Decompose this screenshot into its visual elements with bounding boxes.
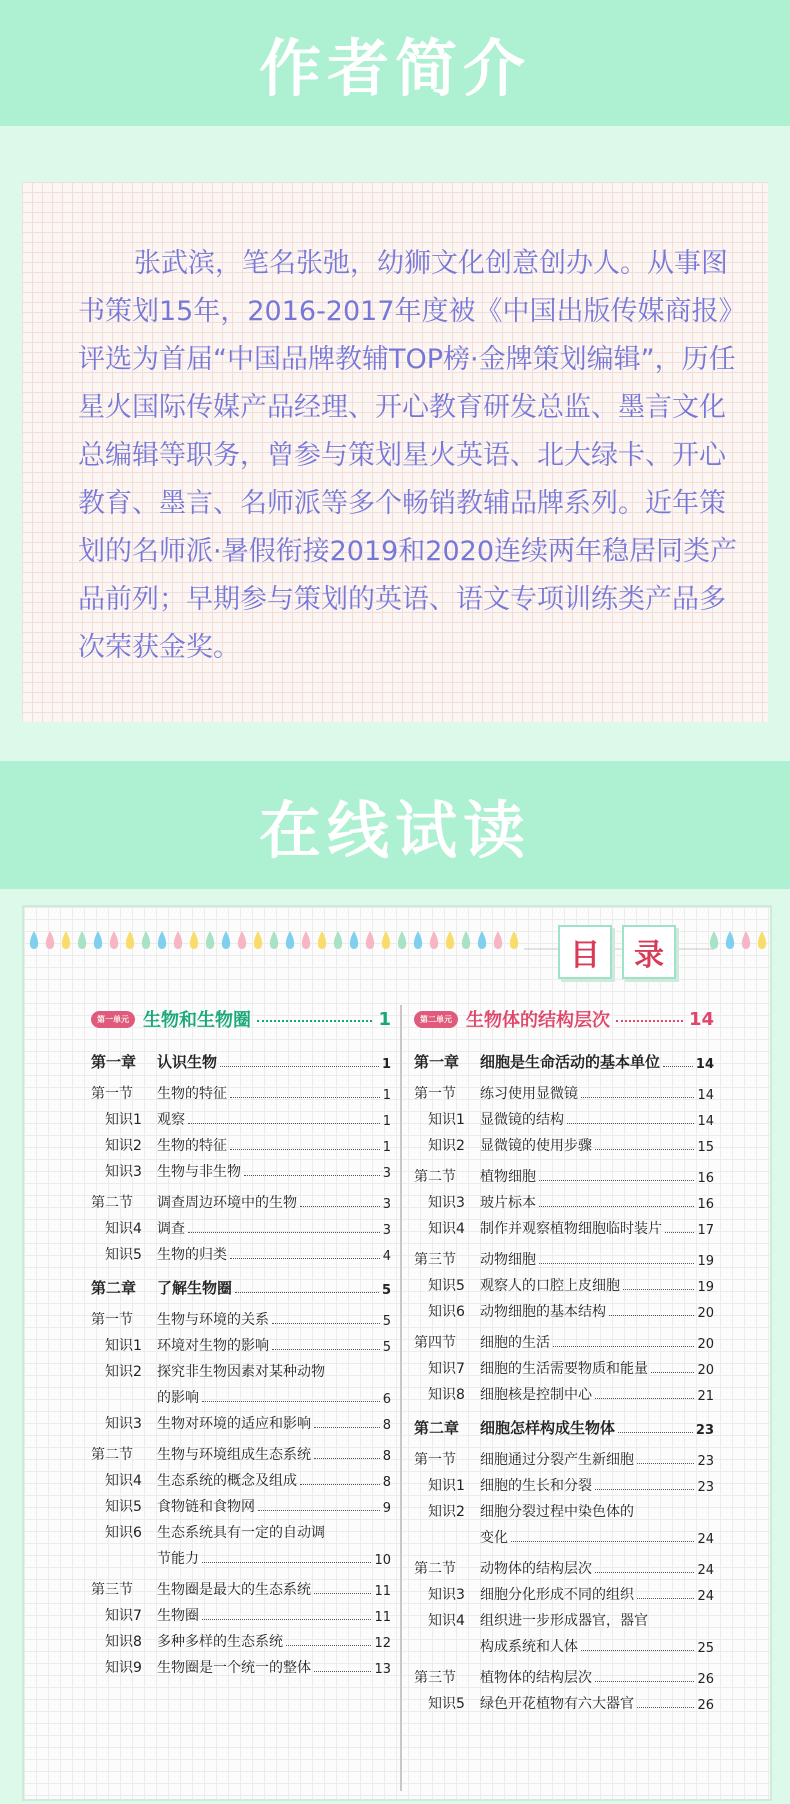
toc-entry	[414, 1404, 714, 1438]
toc-entry	[414, 1212, 714, 1238]
toc-leader-dots	[300, 1206, 380, 1207]
toc-entry-label: 知识5	[105, 1247, 142, 1263]
toc-entry-page: 20	[697, 1306, 714, 1321]
toc-entry-title: 生态系统的概念及组成	[157, 1473, 297, 1489]
toc-entry-page: 12	[374, 1636, 391, 1651]
raindrop-31	[710, 931, 718, 949]
toc-entry-page: 17	[697, 1223, 714, 1238]
unit-header	[414, 1004, 714, 1034]
toc-entry-title: 节能力	[157, 1551, 199, 1567]
toc-entry	[414, 1495, 714, 1521]
toc-entry-title: 生物的特征	[157, 1086, 227, 1102]
toc-entry-title: 细胞怎样构成生物体	[480, 1419, 616, 1437]
toc-entry-page: 11	[374, 1610, 391, 1625]
raindrop-7	[142, 931, 150, 949]
toc-entry-title: 动物体的结构层次	[480, 1561, 592, 1577]
toc-entry-title: 植物体的结构层次	[480, 1670, 592, 1686]
toc-entry-page: 3	[382, 1223, 391, 1238]
raindrop-1	[46, 931, 54, 949]
toc-entry-page: 19	[697, 1280, 714, 1295]
toc-entry-title: 探究非生物因素对某种动物	[157, 1364, 325, 1380]
toc-entry-label: 第二节	[91, 1447, 133, 1463]
toc-entry-title: 显微镜的使用步骤	[480, 1138, 592, 1154]
toc-entry	[91, 1464, 391, 1490]
toc-entry-page: 5	[381, 1283, 391, 1298]
raindrop-12	[222, 931, 230, 949]
toc-entry-label: 知识4	[105, 1473, 142, 1489]
toc-entry-label: 知识7	[428, 1361, 465, 1377]
toc-leader-dots	[595, 1572, 694, 1573]
toc-entry	[414, 1129, 714, 1155]
toc-entry-title: 生物圈是最大的生态系统	[157, 1582, 311, 1598]
toc-entry	[414, 1469, 714, 1495]
toc-entry-page: 15	[697, 1140, 714, 1155]
toc-entry-page: 6	[382, 1392, 391, 1407]
author-bio-text: 张武滨，笔名张弛，幼狮文化创意创办人。从事图书策划15年，2016-2017年度被《中国出版传媒商报》评选为首届“中国品牌教辅TOP榜·金牌策划编辑”，历任星火国际传媒产品经理、开心教育研发总监、墨言文化总编辑等职务，曾参与策划星火英语、北大绿卡、开心教育、墨言、名师派等多个畅销教辅品牌系列。近年策划的名师派·暑假衔接2019和2020连续两年稳居同类产品前列；早期参与策划的英语、语文专项训练类产品多次荣获金奖。	[78, 248, 738, 663]
raindrop-11	[206, 931, 214, 949]
toc-entry	[414, 1038, 714, 1072]
raindrop-9	[174, 931, 182, 949]
toc-entry-label: 知识3	[428, 1195, 465, 1211]
raindrop-15	[270, 931, 278, 949]
toc-entry-page: 26	[697, 1672, 714, 1687]
toc-entry	[91, 1651, 391, 1677]
toc-leader-dots	[539, 1206, 694, 1207]
toc-leader-dots	[665, 1232, 694, 1233]
toc-leader-dots	[202, 1401, 380, 1402]
toc-entry-title: 细胞的生活需要物质和能量	[480, 1361, 648, 1377]
raindrop-27	[462, 931, 470, 949]
toc-entry	[414, 1438, 714, 1469]
mulu-char: 录	[634, 938, 664, 973]
toc-entry-label: 知识7	[105, 1608, 142, 1624]
toc-leader-dots	[609, 1315, 694, 1316]
toc-entry-title: 生物圈是一个统一的整体	[157, 1660, 311, 1676]
toc-entry-label: 知识1	[428, 1478, 465, 1494]
raindrop-34	[758, 931, 766, 949]
mulu-char: 目	[570, 938, 600, 973]
toc-entry-title: 细胞分化形成不同的组织	[480, 1587, 634, 1603]
toc-leader-dots	[567, 1123, 694, 1124]
toc-leader-dots	[300, 1484, 380, 1485]
toc-entry-label: 第二章	[414, 1419, 460, 1437]
raindrop-13	[238, 931, 246, 949]
raindrop-3	[78, 931, 86, 949]
toc-entry-page: 1	[382, 1140, 391, 1155]
toc-entry-page: 16	[697, 1197, 714, 1212]
toc-entry-title: 观察人的口腔上皮细胞	[480, 1278, 620, 1294]
toc-entry	[91, 1625, 391, 1651]
toc-entry-title: 生物的特征	[157, 1138, 227, 1154]
toc-entry	[414, 1547, 714, 1578]
toc-entry-title: 细胞是生命活动的基本单位	[480, 1053, 661, 1071]
toc-entry	[91, 1433, 391, 1464]
toc-entry	[414, 1687, 714, 1713]
raindrop-26	[446, 931, 454, 949]
toc-leader-dots	[272, 1323, 380, 1324]
toc-entry-title: 食物链和食物网	[157, 1499, 255, 1515]
table-of-contents-page	[22, 905, 772, 1801]
toc-entry	[91, 1298, 391, 1329]
unit-tag: 第一单元	[91, 1011, 135, 1028]
toc-entry-title: 细胞核是控制中心	[480, 1387, 592, 1403]
toc-entry-title: 绿色开花植物有六大器官	[480, 1696, 634, 1712]
toc-column-left	[91, 1004, 391, 1677]
toc-entry-label: 第一节	[91, 1086, 133, 1102]
mulu-char-box	[622, 925, 676, 979]
toc-entry	[91, 1381, 391, 1407]
toc-entry	[91, 1181, 391, 1212]
toc-entry-title: 多种多样的生态系统	[157, 1634, 283, 1650]
raindrop-17	[302, 931, 310, 949]
toc-leader-dots	[230, 1149, 380, 1150]
toc-leader-dots	[235, 1292, 379, 1293]
toc-entry-title: 细胞分裂过程中染色体的	[480, 1504, 634, 1520]
toc-entry	[91, 1407, 391, 1433]
toc-entry-title: 细胞的生长和分裂	[480, 1478, 592, 1494]
toc-entry-title: 生物与非生物	[157, 1164, 241, 1180]
toc-entry-title: 变化	[480, 1530, 508, 1546]
toc-leader-dots	[539, 1180, 694, 1181]
toc-entry	[414, 1238, 714, 1269]
toc-entry-label: 第三节	[414, 1670, 456, 1686]
preview-banner	[0, 761, 790, 889]
toc-entry-page: 21	[697, 1389, 714, 1404]
toc-entry	[414, 1656, 714, 1687]
toc-entry-title: 认识生物	[157, 1053, 218, 1071]
toc-entry-title: 生物的归类	[157, 1247, 227, 1263]
toc-entry-label: 第三节	[414, 1252, 456, 1268]
toc-entry-title: 动物细胞的基本结构	[480, 1304, 606, 1320]
toc-entry-label: 第二节	[91, 1195, 133, 1211]
toc-entry-page: 24	[697, 1589, 714, 1604]
toc-entry	[91, 1038, 391, 1072]
toc-entry-page: 20	[697, 1363, 714, 1378]
unit-leader	[257, 1020, 372, 1022]
raindrop-28	[478, 931, 486, 949]
raindrop-4	[94, 931, 102, 949]
toc-leader-dots	[230, 1258, 380, 1259]
toc-entry-label: 知识3	[428, 1587, 465, 1603]
toc-entry-title: 环境对生物的影响	[157, 1338, 269, 1354]
toc-entry-title: 调查	[157, 1221, 185, 1237]
raindrop-24	[414, 931, 422, 949]
raindrop-23	[398, 931, 406, 949]
raindrop-20	[350, 931, 358, 949]
toc-entry-page: 23	[695, 1423, 714, 1438]
toc-entry-page: 24	[697, 1563, 714, 1578]
toc-leader-dots	[314, 1671, 371, 1672]
toc-entry	[91, 1238, 391, 1264]
toc-entry-title: 生物对环境的适应和影响	[157, 1416, 311, 1432]
toc-entry	[414, 1604, 714, 1630]
toc-entry-label: 知识5	[428, 1278, 465, 1294]
toc-entry-title: 生态系统具有一定的自动调	[157, 1525, 325, 1541]
author-intro-banner	[0, 0, 790, 126]
toc-leader-dots	[202, 1562, 371, 1563]
toc-entry	[414, 1630, 714, 1656]
raindrop-5	[110, 931, 118, 949]
toc-entry-page: 3	[382, 1166, 391, 1181]
toc-leader-dots	[595, 1398, 694, 1399]
raindrop-32	[726, 931, 734, 949]
toc-entry	[414, 1521, 714, 1547]
toc-entry-title: 构成系统和人体	[480, 1639, 578, 1655]
raindrop-18	[318, 931, 326, 949]
author-bio-panel	[22, 182, 768, 722]
toc-entry-list	[414, 1038, 714, 1713]
toc-entry-page: 14	[695, 1057, 714, 1072]
toc-entry	[414, 1378, 714, 1404]
raindrop-2	[62, 931, 70, 949]
toc-entry-label: 知识2	[105, 1364, 142, 1380]
toc-entry-page: 1	[382, 1114, 391, 1129]
toc-leader-dots	[220, 1066, 379, 1067]
preview-title: 在线试读	[258, 793, 531, 867]
toc-leader-dots	[618, 1432, 693, 1433]
unit-header	[91, 1004, 391, 1034]
toc-leader-dots	[230, 1097, 380, 1098]
toc-entry-page: 8	[382, 1475, 391, 1490]
raindrop-0	[30, 931, 38, 949]
toc-entry	[91, 1516, 391, 1542]
toc-leader-dots	[595, 1489, 694, 1490]
toc-leader-dots	[188, 1123, 380, 1124]
toc-entry-page: 1	[381, 1057, 391, 1072]
toc-leader-dots	[314, 1593, 371, 1594]
toc-leader-dots	[651, 1372, 694, 1373]
toc-entry-page: 1	[382, 1088, 391, 1103]
toc-entry-label: 第二节	[414, 1561, 456, 1577]
toc-entry-page: 8	[382, 1418, 391, 1433]
toc-entry-page: 13	[374, 1662, 391, 1677]
toc-entry-page: 20	[697, 1337, 714, 1352]
toc-entry-title: 制作并观察植物细胞临时装片	[480, 1221, 662, 1237]
toc-entry-label: 知识8	[105, 1634, 142, 1650]
toc-leader-dots	[663, 1066, 693, 1067]
toc-entry-title: 生物圈	[157, 1608, 199, 1624]
toc-entry	[414, 1186, 714, 1212]
toc-entry-label: 第一章	[414, 1053, 460, 1071]
toc-entry-title: 组织进一步形成器官，器官	[480, 1613, 648, 1629]
toc-entry-label: 知识3	[105, 1164, 142, 1180]
toc-entry	[91, 1103, 391, 1129]
toc-entry	[91, 1264, 391, 1298]
toc-entry-label: 知识8	[428, 1387, 465, 1403]
toc-entry-title: 动物细胞	[480, 1252, 536, 1268]
toc-entry	[91, 1568, 391, 1599]
mulu-char-box	[558, 925, 612, 979]
toc-entry	[91, 1129, 391, 1155]
unit-page: 14	[688, 1008, 714, 1030]
toc-entry-label: 知识4	[428, 1613, 465, 1629]
toc-entry-title: 了解生物圈	[157, 1279, 233, 1297]
unit-page: 1	[378, 1008, 391, 1030]
toc-entry-page: 14	[697, 1088, 714, 1103]
raindrop-21	[366, 931, 374, 949]
toc-entry-title: 生物与环境的关系	[157, 1312, 269, 1328]
raindrop-25	[430, 931, 438, 949]
toc-entry-label: 知识1	[428, 1112, 465, 1128]
toc-entry	[91, 1212, 391, 1238]
toc-entry-title: 的影响	[157, 1390, 199, 1406]
toc-leader-dots	[581, 1097, 694, 1098]
toc-entry-page: 5	[382, 1314, 391, 1329]
toc-entry-label: 第一节	[91, 1312, 133, 1328]
toc-entry-label: 知识5	[428, 1696, 465, 1712]
toc-entry-label: 知识5	[105, 1499, 142, 1515]
toc-entry	[414, 1321, 714, 1352]
raindrop-33	[742, 931, 750, 949]
raindrop-6	[126, 931, 134, 949]
toc-entry-page: 24	[697, 1532, 714, 1547]
toc-entry	[414, 1295, 714, 1321]
toc-leader-dots	[188, 1232, 380, 1233]
toc-entry-label: 知识3	[105, 1416, 142, 1432]
toc-entry-title: 显微镜的结构	[480, 1112, 564, 1128]
toc-entry-label: 知识1	[105, 1338, 142, 1354]
toc-entry-page: 19	[697, 1254, 714, 1269]
toc-leader-dots	[244, 1175, 380, 1176]
toc-entry-label: 知识9	[105, 1660, 142, 1676]
toc-entry	[91, 1355, 391, 1381]
raindrop-19	[334, 931, 342, 949]
toc-entry-label: 第三节	[91, 1582, 133, 1598]
toc-entry-label: 第二章	[91, 1279, 137, 1297]
toc-entry-label: 第二节	[414, 1169, 456, 1185]
toc-entry	[91, 1329, 391, 1355]
toc-entry	[414, 1155, 714, 1186]
toc-entry-label: 第一节	[414, 1086, 456, 1102]
toc-leader-dots	[581, 1650, 694, 1651]
toc-entry-page: 3	[382, 1197, 391, 1212]
toc-entry-page: 23	[697, 1480, 714, 1495]
toc-entry-label: 知识1	[105, 1112, 142, 1128]
toc-entry	[414, 1578, 714, 1604]
toc-entry-label: 知识2	[428, 1504, 465, 1520]
toc-entry-label: 第四节	[414, 1335, 456, 1351]
unit-title: 生物和生物圈	[143, 1010, 251, 1031]
toc-entry	[414, 1269, 714, 1295]
raindrop-10	[190, 931, 198, 949]
toc-leader-dots	[637, 1707, 694, 1708]
toc-entry-page: 8	[382, 1449, 391, 1464]
unit-title: 生物体的结构层次	[466, 1010, 610, 1031]
toc-entry	[91, 1542, 391, 1568]
unit-tag: 第二单元	[414, 1011, 458, 1028]
toc-entry	[91, 1490, 391, 1516]
toc-leader-dots	[202, 1619, 371, 1620]
toc-entry-title: 练习使用显微镜	[480, 1086, 578, 1102]
toc-leader-dots	[258, 1510, 380, 1511]
toc-entry-label: 知识6	[105, 1525, 142, 1541]
toc-entry-page: 10	[374, 1553, 391, 1568]
toc-leader-dots	[623, 1289, 694, 1290]
toc-entry	[91, 1072, 391, 1103]
toc-entry-label: 第一节	[414, 1452, 456, 1468]
toc-entry-label: 知识6	[428, 1304, 465, 1320]
toc-entry	[414, 1103, 714, 1129]
toc-leader-dots	[314, 1458, 380, 1459]
toc-entry	[414, 1072, 714, 1103]
toc-entry-page: 23	[697, 1454, 714, 1469]
toc-entry-title: 细胞通过分裂产生新细胞	[480, 1452, 634, 1468]
toc-leader-dots	[286, 1645, 371, 1646]
toc-entry	[91, 1599, 391, 1625]
toc-entry-page: 26	[697, 1698, 714, 1713]
toc-entry-label: 知识4	[105, 1221, 142, 1237]
toc-entry-title: 调查周边环境中的生物	[157, 1195, 297, 1211]
toc-leader-dots	[272, 1349, 380, 1350]
toc-entry-page: 9	[382, 1501, 391, 1516]
toc-leader-dots	[539, 1263, 694, 1264]
toc-entry-title: 观察	[157, 1112, 185, 1128]
toc-leader-dots	[595, 1149, 694, 1150]
toc-entry-list	[91, 1038, 391, 1677]
raindrop-14	[254, 931, 262, 949]
toc-entry-title: 细胞的生活	[480, 1335, 550, 1351]
raindrop-8	[158, 931, 166, 949]
toc-entry-label: 知识2	[105, 1138, 142, 1154]
toc-entry-page: 5	[382, 1340, 391, 1355]
toc-leader-dots	[637, 1463, 694, 1464]
toc-leader-dots	[637, 1598, 694, 1599]
toc-entry	[91, 1155, 391, 1181]
toc-entry-page: 4	[382, 1249, 391, 1264]
column-divider	[400, 1005, 402, 1791]
toc-entry-title: 玻片标本	[480, 1195, 536, 1211]
toc-leader-dots	[553, 1346, 694, 1347]
author-intro-title: 作者简介	[258, 31, 531, 105]
unit-leader	[616, 1020, 683, 1022]
toc-entry-page: 14	[697, 1114, 714, 1129]
toc-entry-title: 植物细胞	[480, 1169, 536, 1185]
toc-entry-label: 第一章	[91, 1053, 137, 1071]
raindrop-30	[510, 931, 518, 949]
toc-entry-label: 知识4	[428, 1221, 465, 1237]
raindrop-16	[286, 931, 294, 949]
toc-entry-label: 知识2	[428, 1138, 465, 1154]
toc-entry-page: 16	[697, 1171, 714, 1186]
toc-entry-page: 11	[374, 1584, 391, 1599]
toc-leader-dots	[511, 1541, 694, 1542]
toc-entry-page: 25	[697, 1641, 714, 1656]
toc-entry-title: 生物与环境组成生态系统	[157, 1447, 311, 1463]
toc-leader-dots	[314, 1427, 380, 1428]
toc-leader-dots	[595, 1681, 694, 1682]
raindrop-29	[494, 931, 502, 949]
toc-column-right	[414, 1004, 714, 1713]
raindrop-22	[382, 931, 390, 949]
toc-entry	[414, 1352, 714, 1378]
